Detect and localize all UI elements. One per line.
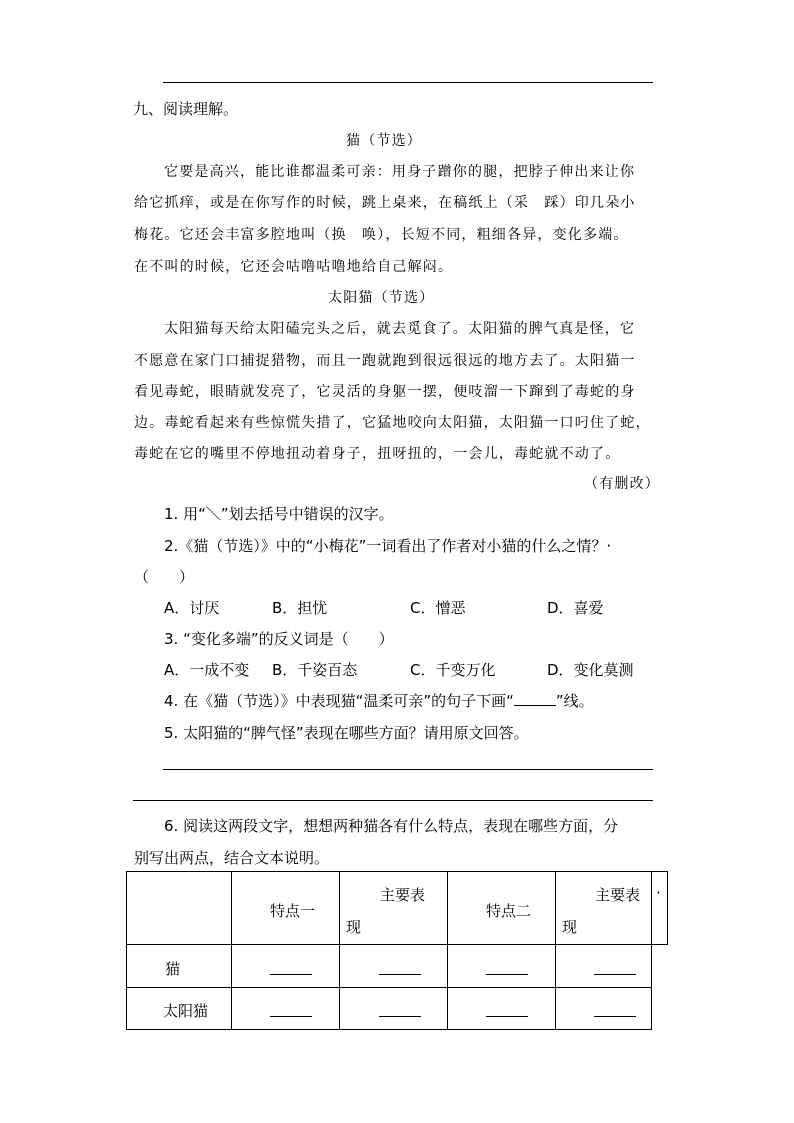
question-2-paren: （ ） [134, 568, 195, 586]
q3-option-a[interactable]: A．一成不变 [164, 661, 250, 679]
question-4-blank[interactable] [514, 691, 556, 706]
table-header-col2-line1: 主要表 [380, 886, 426, 904]
section-title: 九、阅读理解。 [133, 100, 239, 118]
question-2: 2.《猫（节选）》中的“小梅花”一词看出了作者对小猫的什么之情？· [164, 537, 612, 555]
table-blank[interactable] [270, 974, 312, 975]
table-header-col1: 特点一 [270, 902, 316, 920]
passage1-line: 梅花。它还会丰富多腔地叫（换 唤），长短不同，粗细各异，变化多端。 [134, 227, 629, 243]
passage1-line: 给它抓痒，或是在你写作的时候，跳上桌来，在稿纸上（采 踩）印几朵小 [134, 195, 636, 211]
table-header-col4-line2: 现 [562, 918, 578, 936]
table-header-col4-line1: 主要表 [595, 886, 641, 904]
q2-option-a[interactable]: A．讨厌 [164, 599, 220, 617]
passage2-line: 太阳猫每天给太阳磕完头之后，就去觅食了。太阳猫的脾气真是怪，它 [164, 321, 636, 337]
question-6-line2: 别写出两点，结合文本说明。 [134, 849, 330, 867]
question-4 [164, 690, 594, 711]
question-6-line1: 6. 阅读这两段文字，想想两种猫各有什么特点，表现在哪些方面，分 [164, 817, 619, 835]
q3-option-c[interactable]: C．千变万化 [410, 661, 496, 679]
answer-line[interactable] [133, 800, 653, 801]
table-blank[interactable] [486, 974, 528, 975]
table-blank[interactable] [379, 1016, 421, 1017]
q3-option-d[interactable]: D．变化莫测 [547, 661, 634, 679]
passage2-line: 边。毒蛇看起来有些惊慌失措了，它猛地咬向太阳猫，太阳猫一口叼住了蛇， [134, 415, 651, 431]
table-row-label-cat: 猫 [165, 960, 181, 978]
passage2-line: 毒蛇在它的嘴里不停地扭动着身子，扭呀扭的，一会儿，毒蛇就不动了。 [134, 446, 621, 462]
table-header-col3: 特点二 [486, 902, 532, 920]
question-3: 3. “变化多端”的反义词是（ ） [164, 630, 394, 648]
table-cell[interactable] [555, 987, 652, 1030]
table-cell[interactable] [339, 987, 448, 1030]
question-4-text-b: ”线。 [555, 692, 594, 710]
top-rule [163, 82, 653, 83]
table-cell[interactable] [231, 987, 340, 1030]
table-cell[interactable] [447, 987, 556, 1030]
table-blank[interactable] [594, 974, 636, 975]
table-cell[interactable] [447, 944, 556, 988]
table-blank[interactable] [270, 1016, 312, 1017]
table-header-empty-cell [126, 871, 232, 945]
table-cell[interactable] [555, 944, 652, 988]
table-blank[interactable] [594, 1016, 636, 1017]
question-5: 5. 太阳猫的“脾气怪”表现在哪些方面？请用原文回答。 [164, 724, 529, 742]
passage2-line: 看见毒蛇，眼睛就发亮了，它灵活的身躯一摆，便吱溜一下蹿到了毒蛇的身 [134, 384, 636, 400]
table-header-extra: · [656, 884, 661, 902]
table-cell[interactable] [339, 944, 448, 988]
question-4-text-a: 4. 在《猫（节选）》中表现猫“温柔可亲”的句子下画“ [164, 692, 514, 710]
table-header-extra-cell [651, 871, 668, 945]
passage1-line: 在不叫的时候，它还会咕噜咕噜地给自己解闷。 [134, 259, 454, 275]
q2-option-b[interactable]: B．担忧 [272, 599, 328, 617]
passage2-note: （有删改） [584, 476, 660, 492]
table-cell[interactable] [231, 944, 340, 988]
passage2-line: 不愿意在家门口捕捉猎物，而且一跑就跑到很远很远的地方去了。太阳猫一 [134, 353, 636, 369]
question-1: 1. 用“＼”划去括号中错误的汉字。 [164, 505, 394, 523]
answer-line[interactable] [163, 769, 653, 770]
q2-option-c[interactable]: C．憎恶 [410, 599, 466, 617]
passage1-line: 它要是高兴，能比谁都温柔可亲：用身子蹭你的腿，把脖子伸出来让你 [164, 164, 636, 180]
table-row-label-sun-cat: 太阳猫 [163, 1002, 209, 1020]
table-blank[interactable] [486, 1016, 528, 1017]
table-blank[interactable] [379, 974, 421, 975]
table-header-col2-line2: 现 [346, 918, 362, 936]
q3-option-b[interactable]: B．千姿百态 [272, 661, 358, 679]
passage1-title: 猫（节选） [346, 133, 422, 149]
q2-option-d[interactable]: D．喜爱 [547, 599, 604, 617]
passage2-title: 太阳猫（节选） [328, 290, 435, 306]
